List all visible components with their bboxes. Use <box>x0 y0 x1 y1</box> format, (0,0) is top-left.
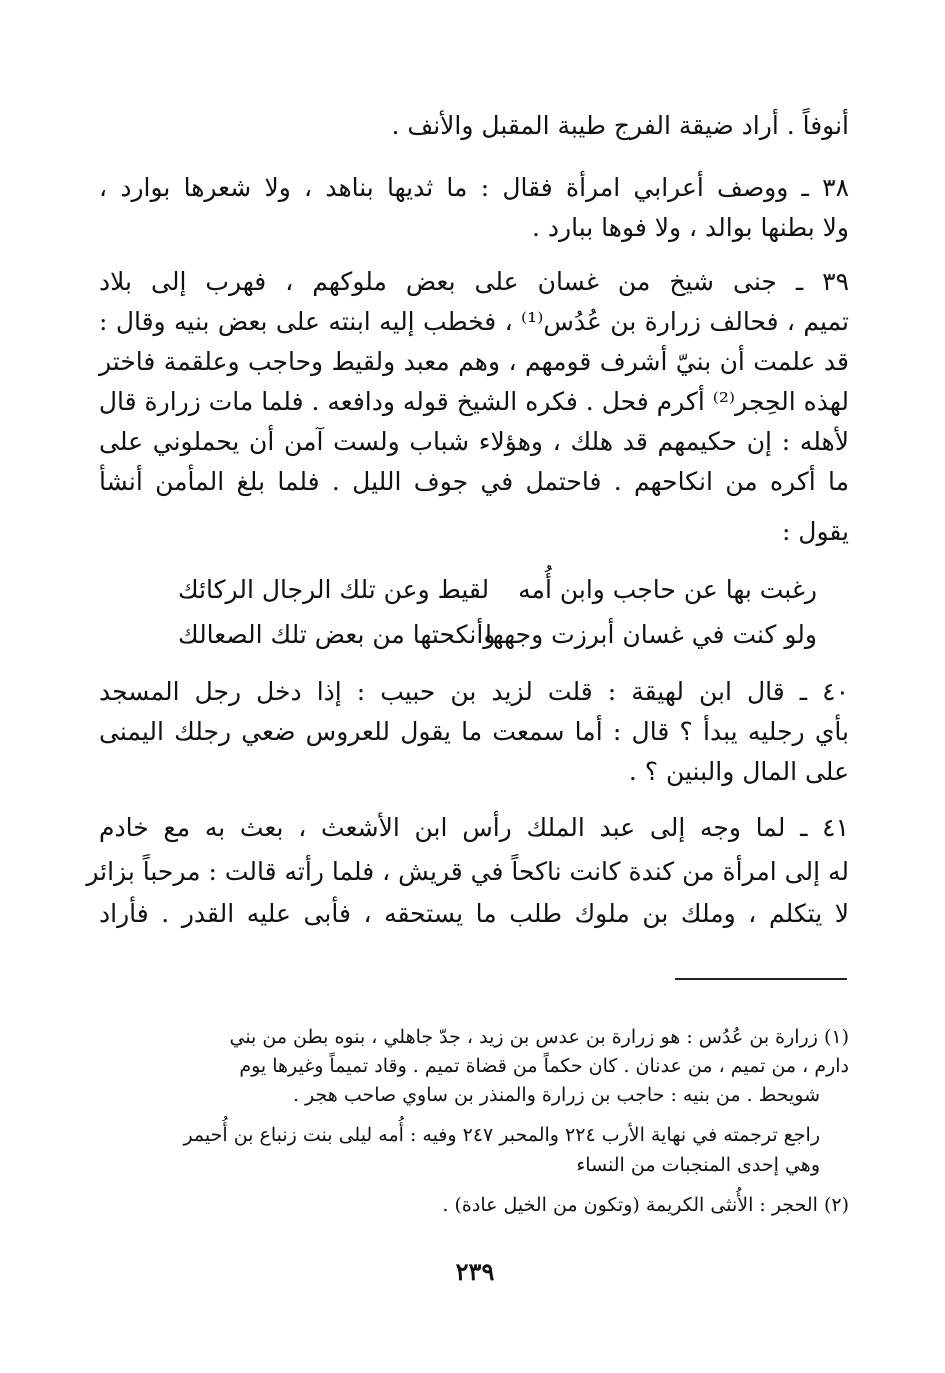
text-line: لأهله : إن حكيمهم قد هلك ، وهؤلاء شباب ولست آمن أن يحملوني على <box>99 427 849 456</box>
text-line: لهذه الحِجر⁽²⁾ أكرم فحل . فكره الشيخ قوله ودافعه . فلما مات زرارة قال <box>98 387 849 416</box>
text-line: له إلى امرأة من كندة كانت ناكحاً في قريش ، فلما رأته قالت : مرحباً بزائر <box>86 857 849 886</box>
footnote-line: دارم ، من تميم ، من عدنان . كان حكماً من قضاة تميم . وقاد تميماً وغيرها يوم <box>239 1055 849 1077</box>
text-line: ٣٩ ـ جنى شيخ من غسان على بعض ملوكهم ، فهرب إلى بلاد <box>99 267 849 296</box>
page-number: ٢٣٩ <box>455 1257 495 1286</box>
text-line: ولا بطنها بوالد ، ولا فوها ببارد . <box>531 213 849 242</box>
text-line: بأي رجليه يبدأ ؟ قال : أما سمعت ما يقول للعروس ضعي رجلك اليمنى <box>99 717 849 746</box>
poem-verse-second-half: لقيط وعن تلك الرجال الركائك <box>178 575 490 604</box>
footnote-line: وهي إحدى المنجبات من النساء <box>576 1154 820 1176</box>
text-line: ٤١ ـ لما وجه إلى عبد الملك رأس ابن الأشعث ، بعث به مع خادم <box>99 813 849 842</box>
poem-verse-first-half: ولو كنت في غسان أبرزت وجهها <box>485 620 817 649</box>
text-line: قد علمت أن بنيّ أشرف قومهم ، وهم معبد ولقيط وحاجب وعلقمة فاختر <box>99 347 849 376</box>
text-line: ٤٠ ـ قال ابن لهيقة : قلت لزيد بن حبيب : إذا دخل رجل المسجد <box>99 677 849 706</box>
text-line: ما أكره من انكاحهم . فاحتمل في جوف الليل . فلما بلغ المأمن أنشأ <box>99 467 849 496</box>
text-line: لا يتكلم ، وملك بن ملوك طلب ما يستحقه ، فأبى عليه القدر . فأراد <box>99 899 850 928</box>
footnote-line: راجع ترجمته في نهاية الأرب ٢٢٤ والمحبر ٢٤٧ وفيه : أُمه ليلى بنت زنباع بن أُحيمر <box>183 1124 820 1146</box>
footnote-line: (٢) الحجر : الأُنثى الكريمة (وتكون من الخيل عادة) . <box>442 1194 849 1216</box>
text-line: ٣٨ ـ ووصف أعرابي امرأة فقال : ما ثديها بناهد ، ولا شعرها بوارد ، <box>99 173 849 202</box>
footnote-separator <box>675 978 847 980</box>
footnote-line: شويحط . من بنيه : حاجب بن زرارة والمنذر بن ساوي صاحب هجر . <box>292 1084 820 1106</box>
text-line: تميم ، فحالف زرارة بن عُدُس⁽¹⁾ ، فخطب إليه ابنته على بعض بنيه وقال : <box>99 307 849 336</box>
text-line: على المال والبنين ؟ . <box>628 757 849 786</box>
poem-verse-second-half: وأنكحتها من بعض تلك الصعالك <box>178 620 496 649</box>
text-line: يقول : <box>781 517 849 546</box>
footnote-line: (١) زرارة بن عُدُس : هو زرارة بن عدس بن زيد ، جدّ جاهلي ، بنوه بطن من بني <box>229 1026 849 1048</box>
poem-verse-first-half: رغبت بها عن حاجب وابن أُمه <box>518 575 817 604</box>
text-line: أنوفاً . أراد ضيقة الفرج طيبة المقبل والأنف . <box>391 111 849 140</box>
